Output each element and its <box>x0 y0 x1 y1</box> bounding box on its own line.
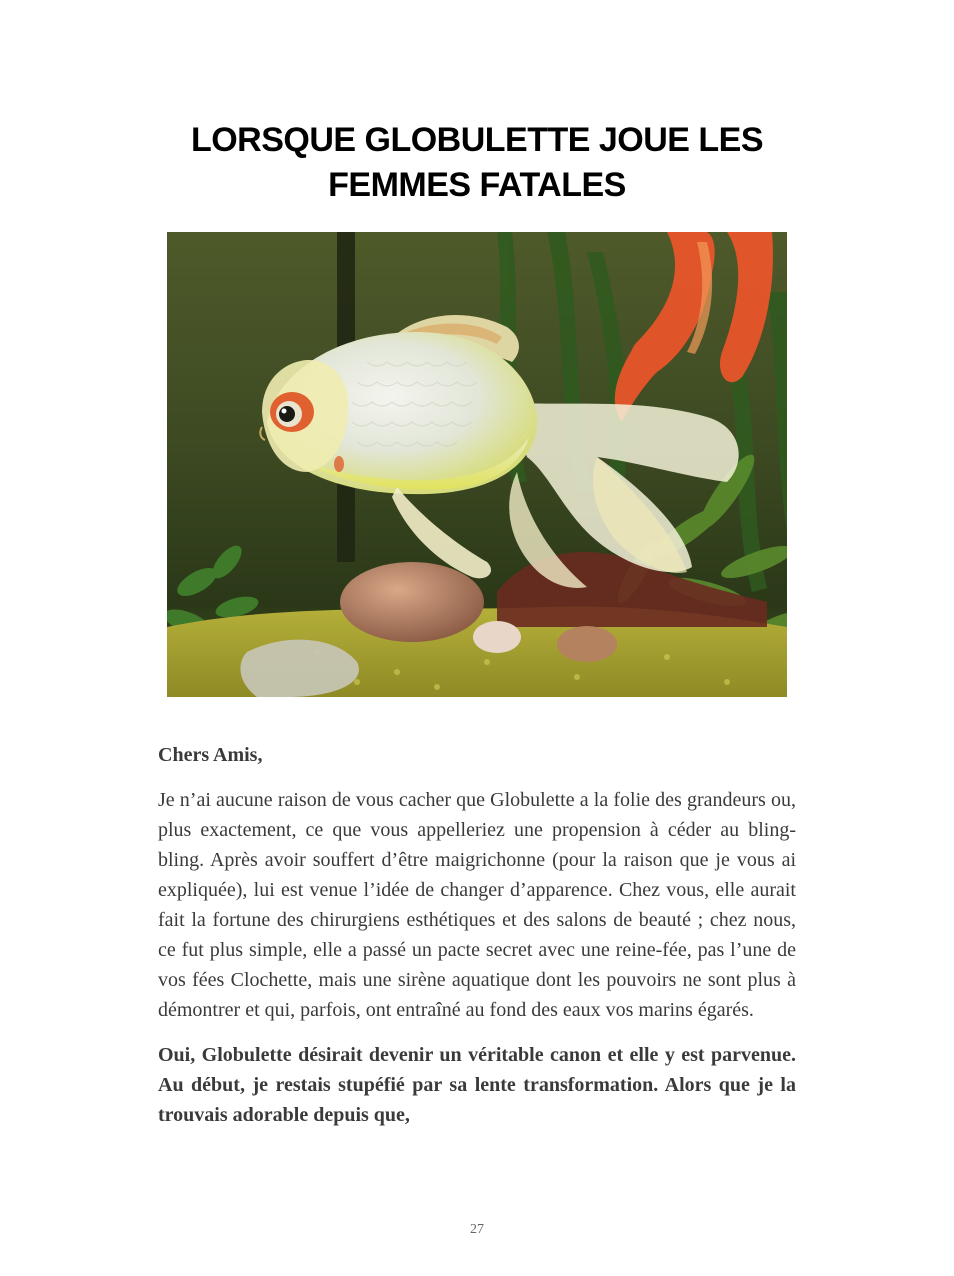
goldfish-aquarium-icon <box>167 232 787 697</box>
page-title: LORSQUE GLOBULETTE JOUE LES FEMMES FATALES <box>190 121 764 204</box>
body-text <box>158 740 796 1145</box>
paragraph: Je n’ai aucune raison de vous cacher que Globulette a la folie des grandeurs ou, plus exactement, ce que vous appelleriez une propension à céder au bling-bling. Après avoir souffert d’être maigrichonne (pour la raison que je vous ai expliquée), lui est venue l’idée de changer d’apparence. Chez vous, elle aurait fait la fortune des chirurgiens esthétiques et des salons de beauté ; chez nous, ce fut plus simple, elle a passé un pacte secret avec une reine-fée, pas l’une de vos fées Clochette, mais une sirène aquatique dont les pouvoirs ne sont plus à démontrer et qui, parfois, ont entraîné au fond des eaux vos marins égarés. <box>158 789 796 1021</box>
greeting: Chers Amis, <box>158 744 263 766</box>
paragraph-bold: Oui, Globulette désirait devenir un véritable canon et elle y est parvenue. Au début, je restais stupéfié par sa lente transformation. Alors que je la trouvais adorable depuis que, <box>158 1044 796 1126</box>
goldfish-photo <box>167 232 787 697</box>
page-number: 27 <box>470 1222 484 1237</box>
